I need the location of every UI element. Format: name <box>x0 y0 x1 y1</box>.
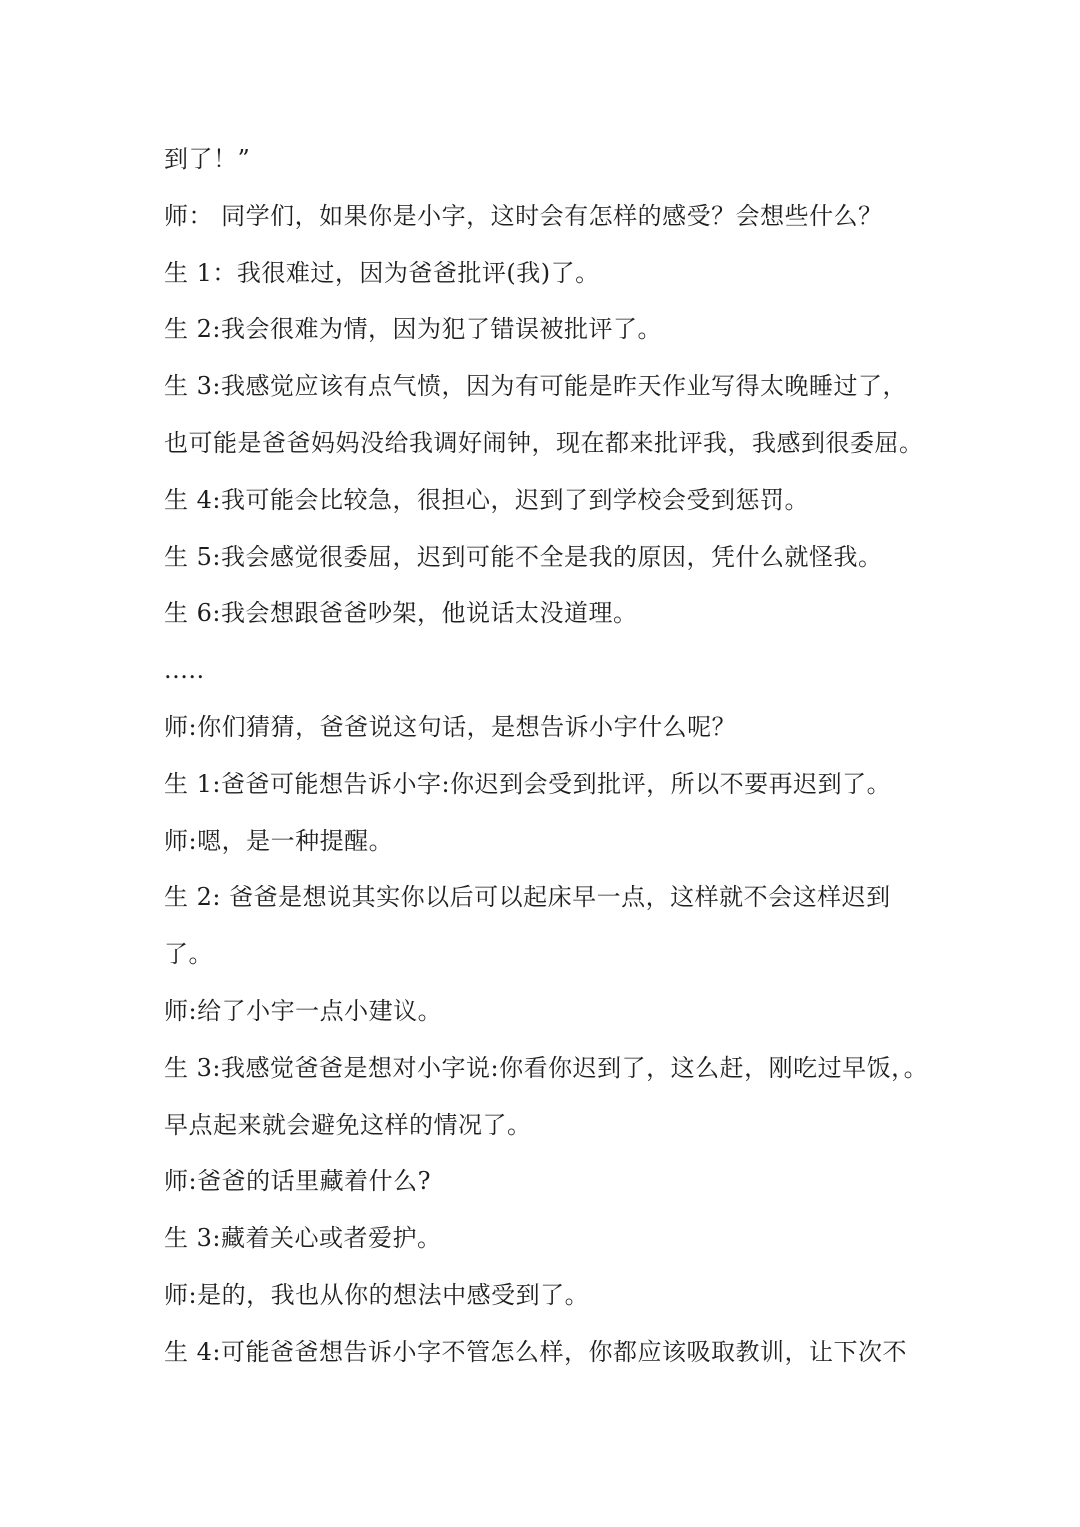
text-line: 生 5:我会感觉很委屈，迟到可能不全是我的原因，凭什么就怪我。 <box>164 542 883 571</box>
text-line: 生 4:可能爸爸想告诉小字不管怎么样，你都应该吸取教训，让下次不 <box>164 1337 907 1366</box>
text-line: 师:嗯，是一种提醒。 <box>164 826 394 855</box>
text-line: 生 2:我会很难为情，因为犯了错误被批评了。 <box>164 315 662 344</box>
text-line: 生 3:我感觉应该有点气愤，因为有可能是昨天作业写得太晚睡过了， <box>164 372 907 401</box>
ellipsis-line: ..... <box>164 656 205 685</box>
text-line: 生 2: 爸爸是想说其实你以后可以起床早一点，这样就不会这样迟到 <box>164 883 891 912</box>
dialogue-text <box>164 131 934 1381</box>
text-line: 生 4:我可能会比较急，很担心，迟到了到学校会受到惩罚。 <box>164 485 809 514</box>
text-line: 生 3:我感觉爸爸是想对小字说:你看你迟到了，这么赶，刚吃过早饭，。 <box>164 1053 929 1082</box>
text-line: 师:爸爸的话里藏着什么? <box>164 1167 431 1196</box>
text-line: 师:给了小宇一点小建议。 <box>164 996 443 1025</box>
text-line: 生 6:我会想跟爸爸吵架，他说话太没道理。 <box>164 599 638 628</box>
text-line: 师： 同学们，如果你是小字，这时会有怎样的感受？会想些什么？ <box>164 201 883 230</box>
text-line: 也可能是爸爸妈妈没给我调好闹钟，现在都来批评我，我感到很委屈。 <box>164 428 924 457</box>
text-line: 到了！” <box>164 145 251 173</box>
text-line: 生 1：我很难过，因为爸爸批评(我)了。 <box>164 258 600 287</box>
text-line: 师:是的，我也从你的想法中感受到了。 <box>164 1280 590 1309</box>
text-line: 生 1:爸爸可能想告诉小字:你迟到会受到批评，所以不要再迟到了。 <box>164 769 892 798</box>
text-line: 了。 <box>164 940 213 969</box>
text-line: 生 3:藏着关心或者爱护。 <box>164 1224 442 1253</box>
text-line: 早点起来就会避免这样的情况了。 <box>164 1110 532 1139</box>
text-line: 师:你们猜猜，爸爸说这句话，是想告诉小宇什么呢？ <box>164 712 737 741</box>
